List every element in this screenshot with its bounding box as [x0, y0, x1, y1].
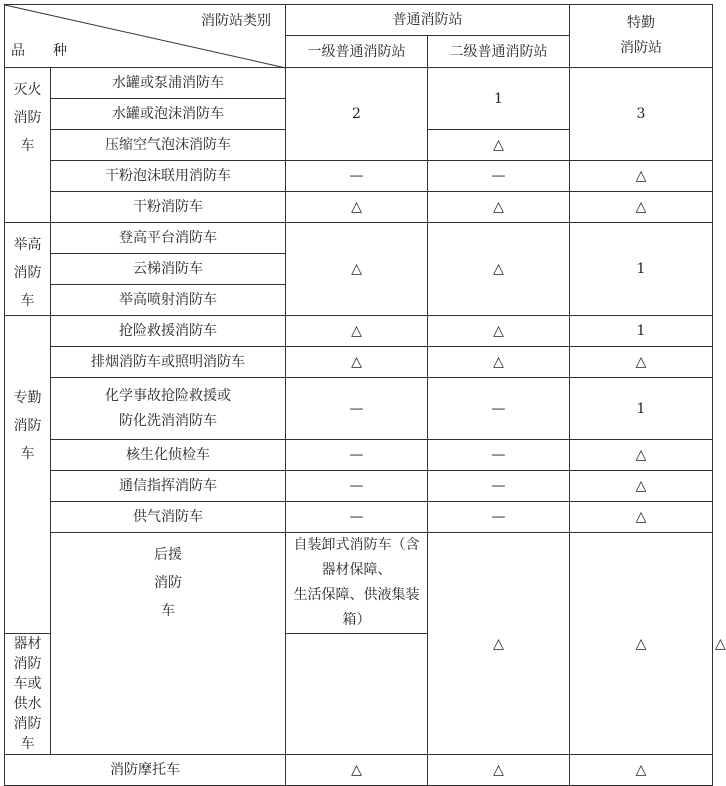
- merged-value-cell: 3: [570, 68, 713, 161]
- value-cell: △: [428, 755, 570, 786]
- value-cell: —: [428, 378, 570, 440]
- value-cell: △: [286, 192, 428, 223]
- value-cell: 1: [570, 316, 713, 347]
- table-row: [5, 378, 713, 440]
- vehicle-name: 核生化侦检车: [51, 440, 286, 471]
- value-cell: △: [428, 130, 570, 161]
- level2-station-header: 二级普通消防站: [428, 36, 570, 68]
- merged-value-cell: △: [428, 223, 570, 316]
- value-cell: 1: [570, 378, 713, 440]
- value-cell: △: [570, 192, 713, 223]
- value-cell: △: [286, 347, 428, 378]
- vehicle-name: 抢险救援消防车: [51, 316, 286, 347]
- table-row: [5, 755, 713, 786]
- value-cell: △: [286, 316, 428, 347]
- table-row: [5, 347, 713, 378]
- vehicle-name: 排烟消防车或照明消防车: [51, 347, 286, 378]
- value-cell: —: [286, 502, 428, 533]
- ordinary-station-header: 普通消防站: [286, 5, 570, 36]
- vehicle-name: 干粉消防车: [51, 192, 286, 223]
- value-cell: △: [428, 192, 570, 223]
- table-row: [5, 316, 713, 347]
- table-row: [5, 471, 713, 502]
- table-row: [5, 161, 713, 192]
- value-cell: —: [428, 161, 570, 192]
- merged-value-cell: △: [428, 533, 570, 755]
- station-category-label: 消防站类别: [201, 13, 271, 29]
- table-row: [5, 502, 713, 533]
- value-cell: △: [570, 440, 713, 471]
- value-cell: △: [570, 755, 713, 786]
- value-cell: △: [570, 471, 713, 502]
- vehicle-name: 器材消防车或供水消防车: [5, 634, 51, 755]
- category-fire: 灭火 消防 车: [5, 68, 51, 223]
- value-cell: △: [570, 347, 713, 378]
- table-row: [5, 68, 713, 99]
- special-station-header: 特勤 消防站: [570, 5, 713, 68]
- vehicle-name: 消防摩托车: [5, 755, 286, 786]
- vehicle-name: 干粉泡沫联用消防车: [51, 161, 286, 192]
- table-row: [5, 223, 713, 254]
- vehicle-name: 登高平台消防车: [51, 223, 286, 254]
- value-cell: △: [570, 502, 713, 533]
- header-row-1: [5, 5, 713, 36]
- level1-station-header: 一级普通消防站: [286, 36, 428, 68]
- value-cell: —: [286, 440, 428, 471]
- value-cell: —: [428, 440, 570, 471]
- value-cell: —: [428, 471, 570, 502]
- value-cell: —: [286, 378, 428, 440]
- vehicle-name: 举高喷射消防车: [51, 285, 286, 316]
- value-cell: △: [570, 161, 713, 192]
- vehicle-name: 自装卸式消防车（含器材保障、 生活保障、供液集装箱）: [286, 533, 428, 634]
- table-row: 后援 消防 车 自装卸式消防车（含器材保障、 生活保障、供液集装箱） △ △ △: [5, 533, 713, 634]
- value-cell: △: [428, 316, 570, 347]
- value-cell: —: [286, 471, 428, 502]
- variety-label: 品 种: [11, 43, 67, 59]
- merged-value-cell: △: [286, 223, 428, 316]
- table-row: [5, 440, 713, 471]
- vehicle-name: 水罐或泵浦消防车: [51, 68, 286, 99]
- value-cell: —: [286, 161, 428, 192]
- table-row: [5, 192, 713, 223]
- value-cell: —: [428, 502, 570, 533]
- vehicle-name: 压缩空气泡沫消防车: [51, 130, 286, 161]
- fire-station-vehicle-table: [4, 4, 726, 786]
- value-cell: △: [286, 755, 428, 786]
- vehicle-name: 通信指挥消防车: [51, 471, 286, 502]
- vehicle-name: 云梯消防车: [51, 254, 286, 285]
- merged-value-cell: 1: [570, 223, 713, 316]
- category-special: 专勤 消防 车: [5, 316, 51, 634]
- merged-value-cell: 1: [428, 68, 570, 130]
- category-logistics: 后援 消防 车: [51, 533, 286, 755]
- merged-value-cell: △: [570, 533, 713, 755]
- merged-value-cell: 2: [286, 68, 428, 161]
- value-cell: △: [428, 347, 570, 378]
- diagonal-header-cell: [5, 5, 286, 68]
- vehicle-name: 化学事故抢险救援或 防化洗消消防车: [51, 378, 286, 440]
- vehicle-name: 供气消防车: [51, 502, 286, 533]
- category-lift: 举高 消防 车: [5, 223, 51, 316]
- vehicle-name: 水罐或泡沫消防车: [51, 99, 286, 130]
